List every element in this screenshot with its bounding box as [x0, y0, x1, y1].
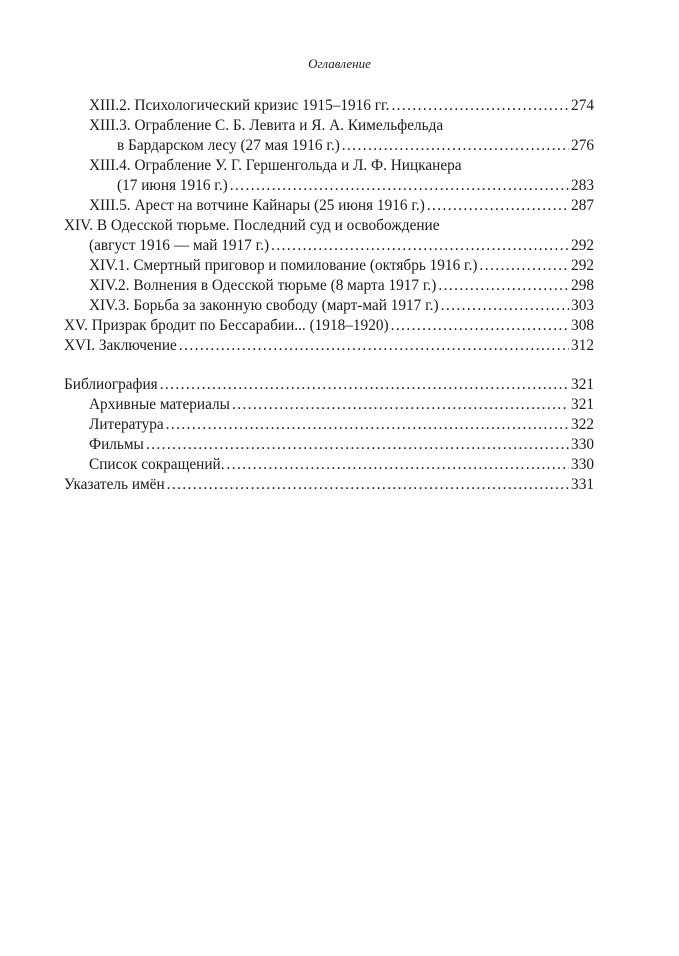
toc-entry-title: XIII.2. Психологический кризис 1915–1916 гг.: [89, 97, 390, 114]
toc-page-number: 276: [571, 137, 594, 154]
toc-entry-xiv[interactable]: [64, 216, 594, 236]
toc-page-number: 321: [571, 396, 594, 413]
toc-page-number: 321: [571, 376, 594, 393]
toc-entry-title: Список сокращений.: [89, 456, 225, 473]
dot-leader: [146, 435, 569, 455]
table-of-contents: [64, 96, 594, 495]
toc-page-number: 287: [571, 197, 594, 214]
dot-leader: [227, 455, 570, 475]
toc-page-number: 298: [571, 277, 594, 294]
toc-page-number: 308: [571, 317, 594, 334]
toc-entry-literature[interactable]: [64, 415, 594, 435]
toc-entry-xiii-4[interactable]: [64, 156, 594, 176]
toc-entry-title: XIV.3. Борьба за законную свободу (март-май 1917 г.): [89, 297, 439, 314]
dot-leader: [160, 375, 569, 395]
toc-entry-title: Архивные материалы: [89, 396, 230, 413]
toc-entry-xiii-4-cont[interactable]: [64, 176, 594, 196]
toc-entry-title: в Бардарском лесу (27 мая 1916 г.): [117, 137, 340, 154]
toc-page-number: 330: [571, 456, 594, 473]
dot-leader: [427, 196, 569, 216]
toc-entry-bibliography[interactable]: [64, 375, 594, 395]
toc-page-number: 303: [571, 297, 594, 314]
toc-entry-title: Библиография: [64, 376, 158, 393]
toc-page-number: 292: [571, 237, 594, 254]
toc-entry-title: (август 1916 — май 1917 г.): [89, 237, 270, 254]
dot-leader: [342, 136, 569, 156]
toc-entry-title: XIII.4. Ограбление У. Г. Гершенгольда и Л. Ф. Ницканера: [89, 157, 462, 174]
toc-page-number: 283: [571, 177, 594, 194]
toc-entry-xiii-3[interactable]: [64, 116, 594, 136]
dot-leader: [391, 96, 569, 116]
toc-entry-title: XIII.5. Арест на вотчине Кайнары (25 июня 1916 г.): [89, 197, 425, 214]
toc-entry-title: Литература: [89, 416, 164, 433]
toc-page-number: 292: [571, 257, 594, 274]
toc-entry-title: Фильмы: [89, 436, 144, 453]
toc-entry-archives[interactable]: [64, 395, 594, 415]
dot-leader: [179, 336, 569, 356]
toc-entry-title: XIV. В Одесской тюрьме. Последний суд и освобождение: [64, 217, 440, 234]
toc-page-number: 312: [571, 337, 594, 354]
dot-leader: [271, 236, 569, 256]
toc-entry-title: XV. Призрак бродит по Бессарабии... (1918–1920): [64, 317, 389, 334]
dot-leader: [480, 256, 570, 276]
dot-leader: [441, 296, 569, 316]
toc-entry-title: (17 июня 1916 г.): [117, 177, 228, 194]
toc-entry-title: XVI. Заключение: [64, 337, 177, 354]
dot-leader: [232, 395, 569, 415]
dot-leader: [230, 176, 569, 196]
toc-entry-title: XIV.2. Волнения в Одесской тюрьме (8 марта 1917 г.): [89, 277, 437, 294]
toc-entry-abbreviations[interactable]: [64, 455, 594, 475]
toc-entry-name-index[interactable]: [64, 475, 594, 495]
toc-entry-xiii-2[interactable]: [64, 96, 594, 116]
toc-page-number: 274: [571, 97, 594, 114]
toc-entry-xiv-1[interactable]: [64, 256, 594, 276]
toc-page-number: 322: [571, 416, 594, 433]
toc-entry-title: XIV.1. Смертный приговор и помилование (октябрь 1916 г.): [89, 257, 478, 274]
dot-leader: [167, 475, 569, 495]
toc-entry-xiv-cont[interactable]: [64, 236, 594, 256]
running-header: Оглавление: [308, 56, 371, 71]
dot-leader: [438, 276, 569, 296]
toc-page-number: 330: [571, 436, 594, 453]
toc-entry-xvi[interactable]: [64, 336, 594, 356]
toc-entry-xiv-2[interactable]: [64, 276, 594, 296]
toc-entry-title: XIII.3. Ограбление С. Б. Левита и Я. А. Кимельфельда: [89, 117, 444, 134]
toc-entry-xv[interactable]: [64, 316, 594, 336]
toc-entry-xiv-3[interactable]: [64, 296, 594, 316]
toc-page-number: 331: [571, 476, 594, 493]
dot-leader: [166, 415, 569, 435]
toc-entry-xiii-5[interactable]: [64, 196, 594, 216]
toc-entry-xiii-3-cont[interactable]: [64, 136, 594, 156]
dot-leader: [391, 316, 569, 336]
toc-entry-title: Указатель имён: [64, 476, 165, 493]
toc-entry-films[interactable]: [64, 435, 594, 455]
